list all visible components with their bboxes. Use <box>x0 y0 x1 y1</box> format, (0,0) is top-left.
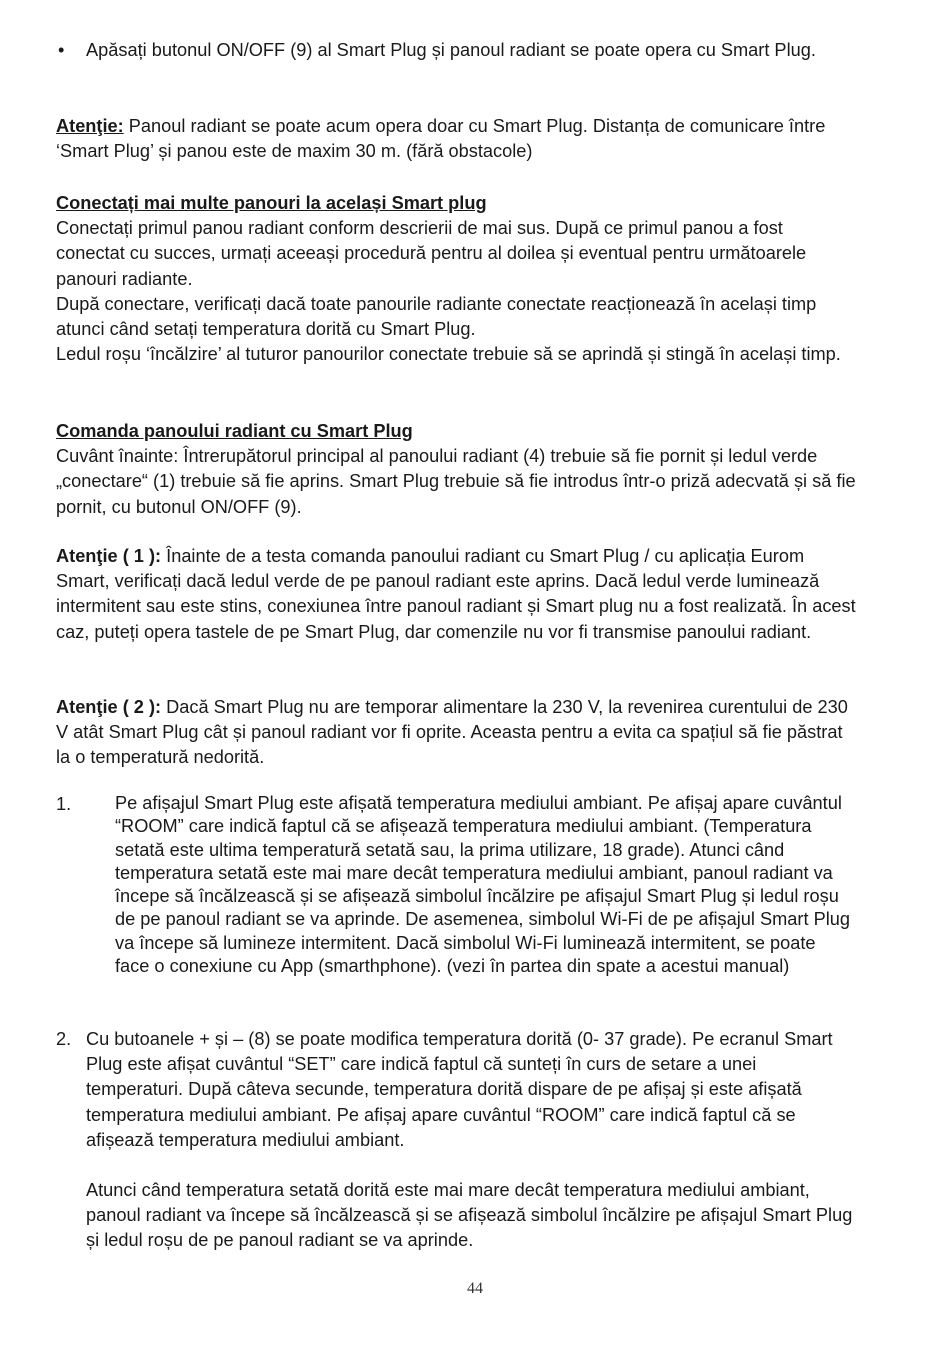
section-multiple-panels <box>56 191 856 367</box>
section-multiple-panels-p2: După conectare, verificați dacă toate panourile radiante conectate reacționează în același timp atunci când setați temperatura dorită cu Smart Plug. <box>56 293 817 340</box>
item-1-text: Pe afișajul Smart Plug este afișată temperatura mediului ambiant. Pe afișaj apare cuvântul “ROOM” care indică faptul că se afișează temperatura mediului ambiant. (Temperatura setată este ultima temperatură setată sau, la prima utilizare, 18 grade). Atunci când temperatura setată este mai mare decât temperatura mediului ambiant, panoul radiant va începe să încălzească și se afișează simbolul încălzire pe afișajul Smart Plug și ledul roșu de pe panoul radiant se va aprinde. De asemenea, simbolul Wi-Fi de pe afișajul Smart Plug va începe să lumineze intermitent. Dacă simbolul Wi-Fi luminează intermitent, se poate face o conexiune cu App (smarthphone). (vezi în partea din spate a acestui manual) <box>115 793 850 977</box>
item-2-text: Cu butoanele + și – (8) se poate modifica temperatura dorită (0- 37 grade). Pe ecranul Smart Plug este afișat cuvântul “SET” care indică faptul că sunteți în curs de setare a unei temperaturi. După câteva secunde, temperatura dorită dispare de pe afișaj și este afișată temperatura mediului ambiant. Pe afișaj apare cuvântul “ROOM” care indică faptul că se afișează temperatura mediului ambiant. <box>86 1029 833 1150</box>
attention-2-label: Atenţie ( 2 ): <box>56 697 162 717</box>
attention-1-text: Înainte de a testa comanda panoului radiant cu Smart Plug / cu aplicația Eurom Smart, verificați dacă ledul verde de pe panoul radiant este aprins. Dacă ledul verde luminează intermitent sau este stins, conexiunea între panoul radiant și Smart plug nu a fost realizată. În acest caz, puteți opera tastele de pe Smart Plug, dar comenzile nu vor fi transmise panoului radiant. <box>56 546 856 642</box>
attention-1-label: Atenţie ( 1 ): <box>56 546 162 566</box>
section-multiple-panels-p1: Conectați primul panou radiant conform descrierii de mai sus. După ce primul panou a fost conectat cu succes, urmați aceeași procedură pentru al doilea și eventual pentru următoarele panouri radiante. <box>56 218 807 289</box>
section-control-p1: Cuvânt înainte: Întrerupătorul principal al panoului radiant (4) trebuie să fie pornit și ledul verde „conectare“ (1) trebuie să fie aprins. Smart Plug trebuie să fie introdus într-o priză adecvată și să fie pornit, cu butonul ON/OFF (9). <box>56 446 856 517</box>
attention-2-paragraph <box>56 695 856 771</box>
bullet-text: Apăsați butonul ON/OFF (9) al Smart Plug și panoul radiant se poate opera cu Smart Plug. <box>86 40 816 60</box>
attention-1-paragraph <box>56 544 856 645</box>
attention-intro-paragraph <box>56 114 856 164</box>
page-number: 44 <box>467 1280 483 1297</box>
attention-2-text: Dacă Smart Plug nu are temporar alimentare la 230 V, la revenirea curentului de 230 V atât Smart Plug cât și panoul radiant vor fi oprite. Aceasta pentru a evita ca spațiul să fie păstrat la o temperatură nedorită. <box>56 697 848 768</box>
item-2-number: 2. <box>56 1029 72 1049</box>
attention-intro-label: Atenţie: <box>56 116 124 136</box>
item-1-number: 1. <box>56 794 72 814</box>
item-2-text-continued: Atunci când temperatura setată dorită este mai mare decât temperatura mediului ambiant, panoul radiant va începe să încălzească și se afișează simbolul încălzire pe afișajul Smart Plug și ledul roșu de pe panoul radiant se va aprinde. <box>86 1180 853 1251</box>
section-control <box>56 419 856 520</box>
section-multiple-panels-heading: Conectați mai multe panouri la același Smart plug <box>56 193 487 213</box>
bullet-dot-icon: • <box>58 40 65 60</box>
section-control-heading: Comanda panoului radiant cu Smart Plug <box>56 421 413 441</box>
section-multiple-panels-p3: Ledul roșu ‘încălzire’ al tuturor panourilor conectate trebuie să se aprindă și stingă în același timp. <box>56 344 841 365</box>
attention-intro-text: Panoul radiant se poate acum opera doar cu Smart Plug. Distanța de comunicare între ‘Smart Plug’ și panou este de maxim 30 m. (fără obstacole) <box>56 116 826 162</box>
